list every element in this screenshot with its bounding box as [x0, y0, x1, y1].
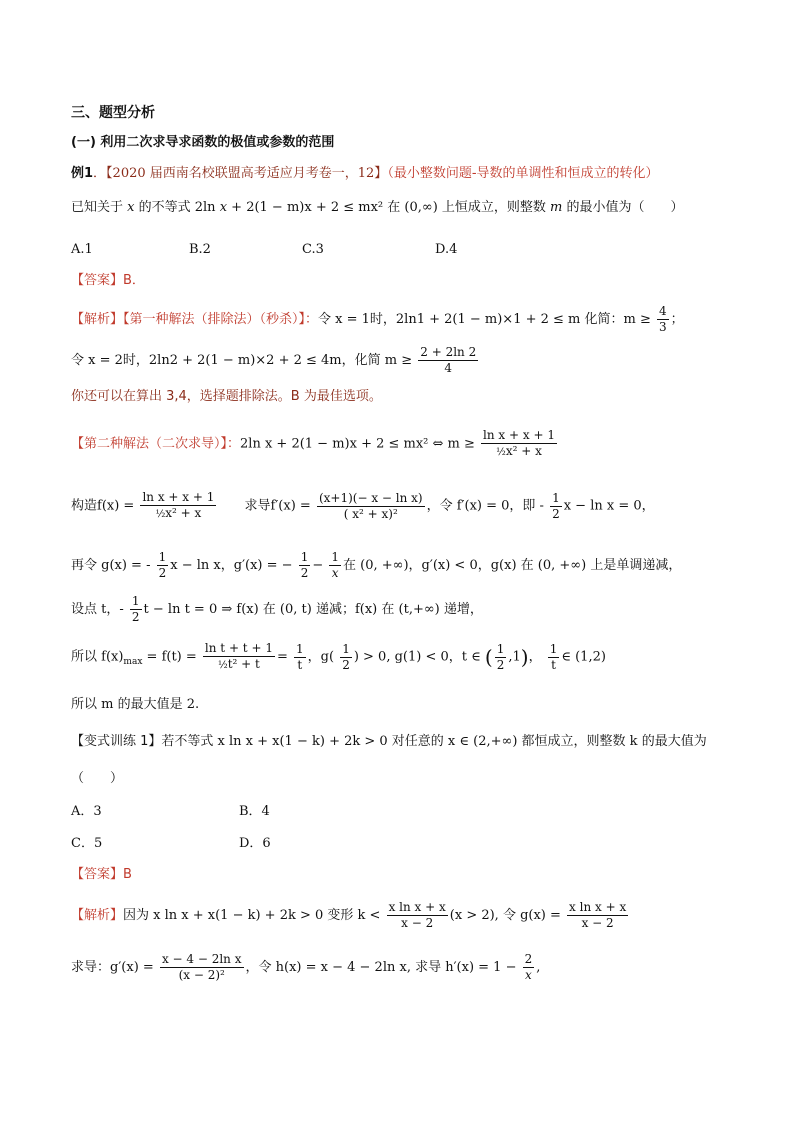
analysis-1-head: 【解析】【第一种解法（排除法）（秒杀）】： [71, 312, 319, 327]
derive-label: 求导 [244, 498, 271, 514]
fraction-2-2ln2-4: $\frac{2 + 2\ln 2}{4}$ [420, 345, 477, 375]
fraction-m-bound: $\frac{\text{ln x + x + 1}}{\text{½x² + x}}$ [483, 428, 555, 458]
fraction-f-def: $\frac{\text{ln x + x + 1}}{\text{½x² + x}}$ [142, 490, 215, 520]
example1-options [71, 241, 457, 259]
question-inequality: + 2(1 − m)x + 2 ≤ mx² 在 (0,∞) 上恒成立，则整数 [227, 200, 546, 215]
variant1-answer: 【答案】B [71, 867, 132, 882]
variant1-analysis: 【解析】因为 x ln x + x(1 − k) + 2k > 0 变形 k < $\frac{\text{x ln x + x}}{x - 2}$ (x > 2), 令 g(x) = $\frac{\text{x ln x + x}}{x - 2}$ [71, 900, 627, 930]
section-title: 三、题型分析 [71, 105, 155, 121]
example1-header [71, 165, 659, 183]
example1-analysis-1: 【解析】【第一种解法（排除法）（秒杀）】：令 x = 1时，2ln1 + 2(1 − m)×1 + 2 ≤ m 化简：m ≥ $\frac{4}{3}$ ； [71, 304, 684, 334]
variant1-options-row1 [71, 803, 270, 821]
example1-max-line: 所以 $f(x)_{max} = f(t)$ = $\frac{\text{ln t + t + 1}}{\text{½t² + t}}$ = $\frac{1}{t}$ ，g( $\frac{1}{2}$ ) > 0, g(1) < 0，t ∈ ( $\frac{1}{2}$ ,1)， $\frac{1}{t}$ ∈ (1,2) [71, 641, 606, 672]
fraction-k-bound: $\frac{\text{x ln x + x}}{x - 2}$ [388, 900, 446, 930]
variant-head: 【变式训练 1】 [71, 734, 162, 749]
variant-analysis-head: 【解析】 [71, 908, 124, 923]
analysis-2-head: 【第二种解法（二次求导）】： [71, 436, 241, 452]
example1-analysis-2 [71, 428, 559, 460]
question-text-1: 已知关于 [71, 200, 124, 215]
analysis-1-text: 令 x = 1时，2ln1 + 2(1 − m)×1 + 2 ≤ m 化简：m ≥ [318, 312, 651, 327]
example-label: 例1 [71, 166, 94, 181]
derive-head: 求导： [71, 960, 111, 975]
variant1-paren: （ ） [71, 771, 124, 786]
fraction-half-4: $\frac{1}{2}$ [131, 594, 140, 624]
fraction-f-prime: $\frac{\text{(x+1)(− x − ln x)}}{\text{( x² + x)²}}$ [318, 490, 423, 521]
fraction-1-t: $\frac{1}{t}$ [296, 641, 304, 672]
example-topic: （最小整数问题-导数的单调性和恒成立的转化） [387, 166, 659, 181]
variant-option-b: B．4 [239, 804, 270, 819]
variant1-options-row2 [71, 835, 271, 853]
example1-construct-line: 构造f(x) = $\frac{\text{ln x + x + 1}}{\text{½x² + x}}$ 求导f′(x) = $\frac{\text{(x+1)(− x − ln x)}}{\text{( x² + x)²}}$ ，令 f′(x) = 0，即 - $\frac{1}{2}$ x − ln x = 0， [71, 490, 655, 521]
section-subtitle: (一) 利用二次求导求函数的极值或参数的范围 [71, 135, 335, 150]
example1-answer: 【答案】B． [71, 273, 145, 288]
fraction-g-prime: $\frac{\text{x − 4 − 2ln x}}{\text{(x − 2)²}}$ [161, 952, 242, 982]
fraction-2-x: $\frac{2}{x}$ [524, 952, 533, 982]
option-c: C.3 [302, 242, 324, 257]
fraction-4-3: $\frac{4}{3}$ [659, 304, 667, 334]
question-text-2: 的不等式 2ln [138, 200, 216, 215]
variant-text: 若不等式 x ln x + x(1 − k) + 2k > 0 对任意的 x ∈ (2,+∞) 都恒成立，则整数 k 的最大值为 [161, 734, 707, 749]
analysis-line2-text: 令 x = 2时，2ln2 + 2(1 − m)×2 + 2 ≤ 4m，化简 m ≥ [71, 353, 413, 368]
option-a: A.1 [71, 242, 93, 257]
example1-t-line: 设点 t，- $\frac{1}{2}$ t − ln t = 0 ⇒ f(x) 在 (0, t) 递减；f(x) 在 (t,+∞) 递增， [71, 594, 483, 624]
variant-option-d: D．6 [239, 836, 271, 851]
variant1-derivative: 求导：g′(x) = $\frac{\text{x − 4 − 2ln x}}{\text{(x − 2)²}}$ ，令 h(x) = x − 4 − 2ln x, 求导 h′(x) = 1 − $\frac{2}{x}$ , [71, 952, 541, 982]
example1-analysis-line2 [71, 345, 480, 376]
fraction-half-5: $\frac{1}{2}$ [342, 641, 350, 672]
fraction-max: $\frac{\text{ln t + t + 1}}{\text{½t² + t}}$ [204, 641, 273, 671]
fraction-g-def: $\frac{\text{x ln x + x}}{x - 2}$ [569, 900, 627, 930]
fraction-half-3: $\frac{1}{2}$ [300, 550, 309, 580]
question-text-3: 的最小值为（ ） [566, 200, 684, 215]
fraction-half-2: $\frac{1}{2}$ [158, 550, 167, 580]
example1-note: 你还可以在算出 3,4，选择题排除法。B 为最佳选项。 [71, 389, 382, 404]
variant1-question [71, 733, 707, 751]
construct-label: 构造 [71, 498, 98, 514]
fraction-half-6: $\frac{1}{2}$ [496, 641, 505, 672]
option-b: B.2 [189, 242, 211, 257]
option-d: D.4 [435, 242, 458, 257]
fraction-1-x: $\frac{1}{x}$ [331, 550, 340, 580]
fraction-half-1: $\frac{1}{2}$ [552, 490, 560, 521]
example1-g-line: 再令 g(x) = - $\frac{1}{2}$ x − ln x，g′(x) = − $\frac{1}{2}$ − $\frac{1}{x}$ 在 (0, +∞)，g′(x) < 0，g(x) 在 (0, +∞) 上是单调递减， [71, 550, 682, 580]
fraction-1-t-2: $\frac{1}{t}$ [549, 641, 558, 672]
variant-option-c: C．5 [71, 836, 103, 851]
example1-conclusion: 所以 m 的最大值是 2. [71, 697, 200, 712]
example1-question: 已知关于 x 的不等式 2ln x + 2(1 − m)x + 2 ≤ mx² 在 (0,∞) 上恒成立，则整数 m 的最小值为（ ） [71, 200, 684, 215]
variant-option-a: A．3 [71, 804, 102, 819]
analysis-2-text: 2ln x + 2(1 − m)x + 2 ≤ mx² ⇔ m ≥ [240, 436, 475, 452]
example-source: ．【2020 届西南名校联盟高考适应月考卷一，12】 [93, 166, 388, 181]
